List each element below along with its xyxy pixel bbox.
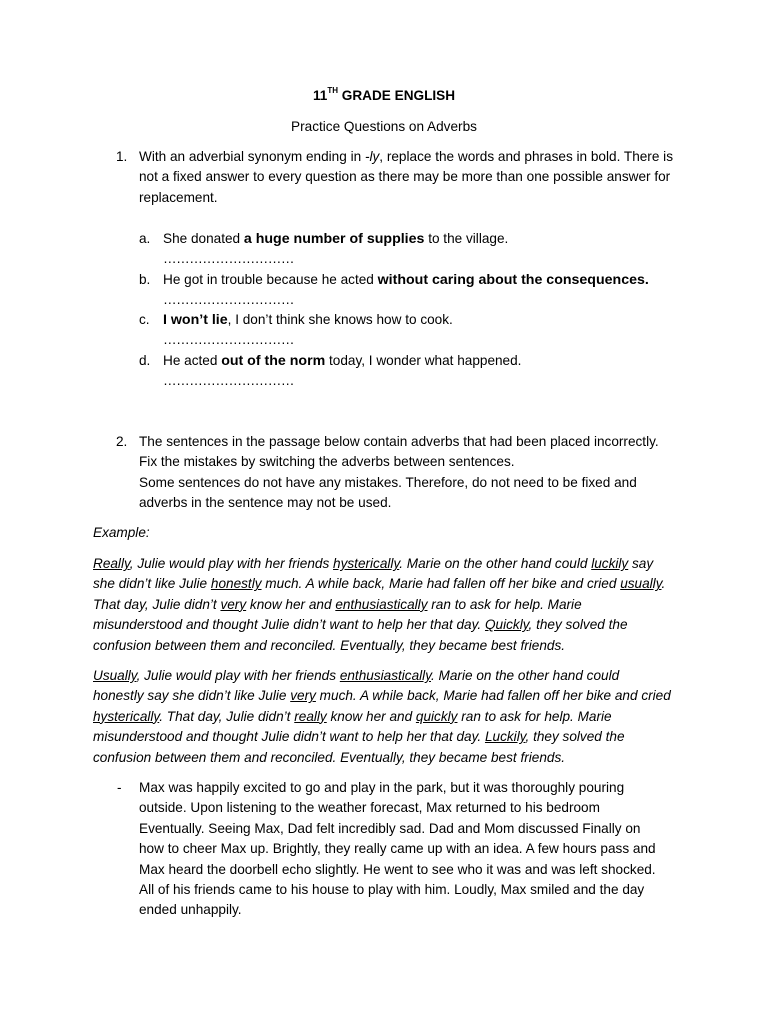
paragraph-text-run: ran to ask for help. Marie misunderstood and thought Julie didn’t want to help her that day. xyxy=(93,596,582,633)
paragraph-text-run: much. A while back, Marie had fallen off her bike and cried xyxy=(315,688,671,704)
underlined-adverb: Quickly xyxy=(484,617,529,633)
q1-intro-suffix: -ly xyxy=(364,149,380,164)
item-a-answer-blank[interactable]: ………………………… xyxy=(163,251,294,266)
example-incorrect-paragraph xyxy=(93,554,673,656)
paragraph-text-run: , Julie would play with her friends xyxy=(136,668,340,683)
item-c-sentence xyxy=(163,310,453,330)
title-superscript: TH xyxy=(327,86,338,96)
item-d-after: today, I wonder what happened. xyxy=(325,353,522,368)
paragraph-text-run: . Marie on the other hand could xyxy=(399,556,592,571)
item-d-before: He acted xyxy=(163,353,222,368)
item-d-answer-blank[interactable]: ………………………… xyxy=(163,373,294,388)
item-a-after: to the village. xyxy=(424,231,509,246)
paragraph-text-run: , they solved the confusion between them and reconciled. Eventually, they became best friends. xyxy=(93,729,625,765)
underlined-adverb: very xyxy=(290,688,316,704)
underlined-adverb: luckily xyxy=(591,556,629,571)
q2-text-line-2: Some sentences do not have any mistakes. Therefore, do not need to be fixed and adverbs in the sentence may not be used. xyxy=(139,474,637,511)
item-c-bold-phrase: I won’t lie xyxy=(163,312,228,328)
example-label: Example: xyxy=(93,525,150,540)
paragraph-text-run: . That day, Julie didn’t xyxy=(93,576,666,612)
exercise-passage: Max was happily excited to go and play in the park, but it was thoroughly pouring outside. Upon listening to the weather forecast, Max returned to his bedroom Eventually. Seeing Max, Dad felt incredibly sad. Dad and Mom discussed Finally on how to cheer Max up. Brightly, they really came up with an idea. A few hours pass and Max heard the doorbell echo slightly. He went to see who it was and was left shocked. All of his friends came to his house to play with him. Loudly, Max smiled and the day ended unhappily. xyxy=(139,780,656,918)
underlined-adverb: quickly xyxy=(415,708,458,724)
paragraph-text-run: know her and xyxy=(326,708,416,724)
question-1-number: 1. xyxy=(116,149,128,164)
item-c-letter: c. xyxy=(139,312,150,327)
question-1-instructions xyxy=(139,147,679,208)
item-b-answer-blank[interactable]: ………………………… xyxy=(163,292,294,307)
underlined-adverb: usually xyxy=(620,576,662,592)
question-2-number: 2. xyxy=(116,434,128,449)
example-corrected-paragraph xyxy=(93,666,673,768)
underlined-adverb: Luckily xyxy=(484,729,526,745)
item-b-letter: b. xyxy=(139,272,151,287)
item-b-before: He got in trouble because he acted xyxy=(163,272,378,287)
q1-intro-after: , replace the words and phrases in bold. There is not a fixed answer to every question as there may be more than one possible answer for replacement. xyxy=(139,149,673,205)
item-a-letter: a. xyxy=(139,231,151,246)
page-subtitle: Practice Questions on Adverbs xyxy=(291,119,477,134)
item-b-bold-phrase: without caring about the consequences. xyxy=(377,272,649,288)
item-c-after: , I don’t think she knows how to cook. xyxy=(227,312,453,327)
title-text: GRADE ENGLISH xyxy=(337,88,456,103)
q1-intro-before: With an adverbial synonym ending in xyxy=(139,149,365,164)
item-d-bold-phrase: out of the norm xyxy=(221,353,326,369)
underlined-adverb: honestly xyxy=(210,576,262,592)
paragraph-text-run: , Julie would play with her friends xyxy=(129,556,334,571)
item-b-sentence xyxy=(163,270,649,290)
exercise-bullet: - xyxy=(117,780,122,795)
paragraph-text-run: know her and xyxy=(246,596,336,612)
underlined-adverb: Really xyxy=(93,556,130,571)
paragraph-text-run: much. A while back, Marie had fallen off her bike and cried xyxy=(261,576,621,592)
underlined-adverb: enthusiastically xyxy=(339,668,431,683)
underlined-adverb: very xyxy=(220,596,247,612)
item-a-bold-phrase: a huge number of supplies xyxy=(243,231,425,247)
question-2-instructions xyxy=(139,432,679,514)
item-d-letter: d. xyxy=(139,353,151,368)
paragraph-text-run: ran to ask for help. Marie misunderstood and thought Julie didn’t want to help her that day. xyxy=(93,708,612,745)
paragraph-text-run: . That day, Julie didn’t xyxy=(159,708,295,724)
underlined-adverb: hysterically xyxy=(333,556,400,571)
underlined-adverb: enthusiastically xyxy=(335,596,428,612)
underlined-adverb: hysterically xyxy=(93,708,160,724)
item-a-before: She donated xyxy=(163,231,244,246)
paragraph-text-run: . Marie on the other hand could honestly say she didn’t like Julie xyxy=(93,668,620,704)
item-a-sentence xyxy=(163,229,508,249)
underlined-adverb: really xyxy=(294,708,327,724)
item-c-answer-blank[interactable]: ………………………… xyxy=(163,332,294,347)
q2-text-line-1: The sentences in the passage below contain adverbs that had been placed incorrectly. Fix the mistakes by switching the adverbs between sentences. xyxy=(139,434,659,470)
page-title xyxy=(0,86,768,106)
title-grade-number: 11 xyxy=(312,88,328,103)
paragraph-text-run: say she didn’t like Julie xyxy=(93,556,654,592)
item-d-sentence xyxy=(163,351,521,371)
underlined-adverb: Usually xyxy=(93,668,137,683)
paragraph-text-run: , they solved the confusion between them and reconciled. Eventually, they became best friends. xyxy=(93,617,628,653)
